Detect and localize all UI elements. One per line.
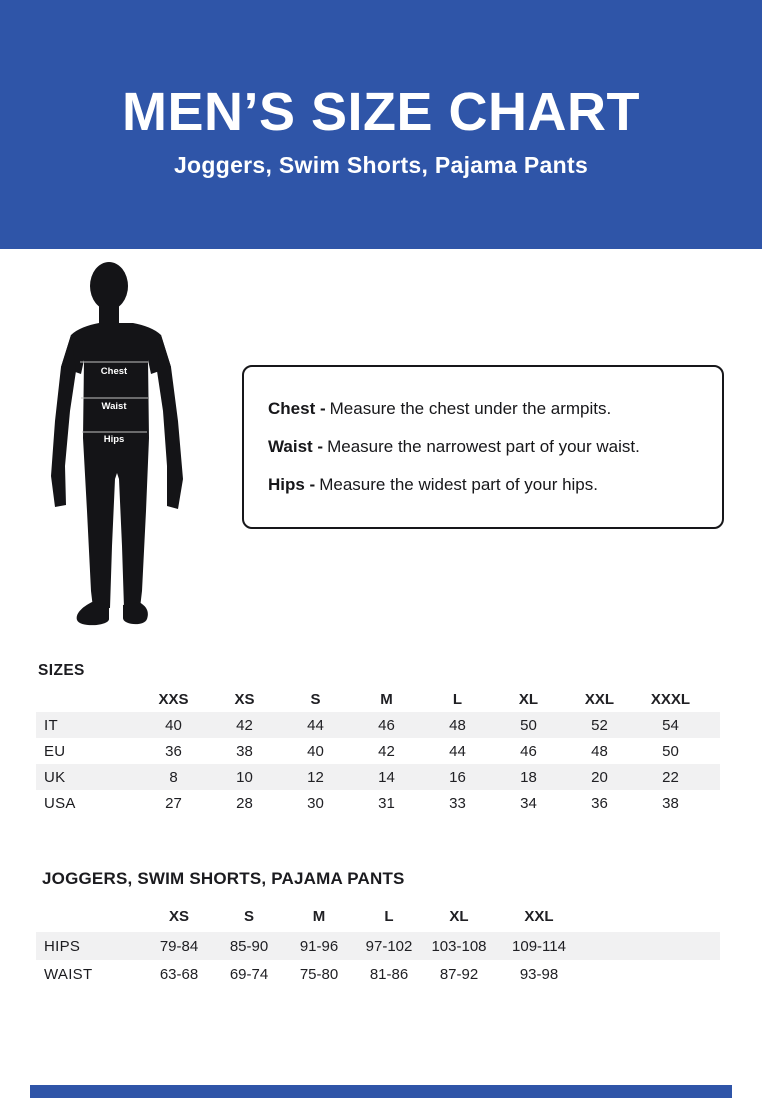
size-value: 14 <box>378 768 395 786</box>
column-header: XS <box>234 691 255 708</box>
row-label-waist: WAIST <box>44 965 93 983</box>
guide-hips-text: Measure the widest part of your hips. <box>319 475 598 494</box>
size-value: 46 <box>520 742 537 760</box>
size-value: 36 <box>591 794 608 812</box>
column-header: XL <box>518 691 539 708</box>
measurement-range: 79-84 <box>159 937 199 955</box>
size-value: 50 <box>662 742 679 760</box>
column-header: S <box>310 691 321 708</box>
size-value: 54 <box>662 716 679 734</box>
table-row-waist <box>36 960 720 988</box>
page-subtitle: Joggers, Swim Shorts, Pajama Pants <box>173 152 589 179</box>
size-value: 34 <box>520 794 537 812</box>
row-label-uk: UK <box>44 768 66 786</box>
guide-hips-label: Hips - <box>268 475 316 494</box>
sizes-table-header-row <box>36 687 720 712</box>
male-silhouette-figure <box>50 261 192 633</box>
column-header: XL <box>449 908 469 925</box>
guide-chest-label: Chest - <box>268 399 326 418</box>
size-value: 40 <box>307 742 324 760</box>
table-row-it <box>36 712 720 738</box>
size-value: 50 <box>520 716 537 734</box>
column-header: L <box>452 691 463 708</box>
column-header: M <box>380 691 393 708</box>
column-header: XS <box>168 908 189 925</box>
table-row-usa <box>36 790 720 816</box>
measurement-range: 75-80 <box>299 965 339 983</box>
column-header: M <box>312 908 326 925</box>
table-row-hips <box>36 932 720 960</box>
column-header: L <box>384 908 394 925</box>
size-value: 48 <box>591 742 608 760</box>
table-row-uk <box>36 764 720 790</box>
column-header: XXL <box>524 908 554 925</box>
bottoms-table <box>36 904 720 988</box>
size-value: 42 <box>378 742 395 760</box>
size-value: 44 <box>449 742 466 760</box>
measurement-range: 69-74 <box>229 965 269 983</box>
size-value: 31 <box>378 794 395 812</box>
column-header: S <box>243 908 254 925</box>
measurement-range: 91-96 <box>299 937 339 955</box>
measurement-range: 97-102 <box>365 937 413 955</box>
size-value: 16 <box>449 768 466 786</box>
size-value: 8 <box>169 768 178 786</box>
guide-waist-label: Waist - <box>268 437 324 456</box>
size-value: 20 <box>591 768 608 786</box>
size-value: 40 <box>165 716 182 734</box>
size-value: 36 <box>165 742 182 760</box>
guide-line-hips <box>268 475 708 495</box>
size-value: 33 <box>449 794 466 812</box>
guide-line-chest <box>268 399 708 419</box>
column-header: XXL <box>584 691 615 708</box>
row-label-it: IT <box>44 716 58 734</box>
waist-line-label: Waist <box>101 401 127 412</box>
size-value: 30 <box>307 794 324 812</box>
hips-line-label: Hips <box>103 434 125 445</box>
size-value: 12 <box>307 768 324 786</box>
measure-guide-box <box>242 365 724 529</box>
size-value: 18 <box>520 768 537 786</box>
size-value: 52 <box>591 716 608 734</box>
measurement-range: 103-108 <box>431 937 487 955</box>
measurement-range: 63-68 <box>159 965 199 983</box>
size-value: 28 <box>236 794 253 812</box>
footer-accent-bar <box>30 1085 732 1098</box>
sizes-table-title: SIZES <box>38 662 85 679</box>
measurement-range: 81-86 <box>369 965 409 983</box>
table-row-eu <box>36 738 720 764</box>
measurement-range: 109-114 <box>512 937 566 955</box>
sizes-table <box>36 687 720 816</box>
row-label-usa: USA <box>44 794 76 812</box>
size-value: 46 <box>378 716 395 734</box>
size-value: 44 <box>307 716 324 734</box>
bottoms-table-header-row <box>36 904 720 929</box>
chest-line-label: Chest <box>100 366 128 377</box>
size-value: 48 <box>449 716 466 734</box>
row-label-eu: EU <box>44 742 66 760</box>
guide-chest-text: Measure the chest under the armpits. <box>329 399 612 418</box>
size-value: 38 <box>662 794 679 812</box>
guide-line-waist <box>268 437 708 457</box>
header-banner <box>0 0 762 249</box>
measurement-range: 93-98 <box>519 965 559 983</box>
size-value: 10 <box>236 768 253 786</box>
column-header: XXS <box>158 691 189 708</box>
column-header: XXXL <box>650 691 691 708</box>
row-label-hips: HIPS <box>44 937 81 955</box>
size-value: 38 <box>236 742 253 760</box>
size-value: 42 <box>236 716 253 734</box>
page-title: MEN’S SIZE CHART <box>121 81 641 142</box>
measurement-range: 87-92 <box>439 965 479 983</box>
size-value: 22 <box>662 768 679 786</box>
measurement-range: 85-90 <box>229 937 269 955</box>
size-value: 27 <box>165 794 182 812</box>
guide-waist-text: Measure the narrowest part of your waist. <box>327 437 640 456</box>
bottoms-table-title: JOGGERS, SWIM SHORTS, PAJAMA PANTS <box>42 869 405 888</box>
